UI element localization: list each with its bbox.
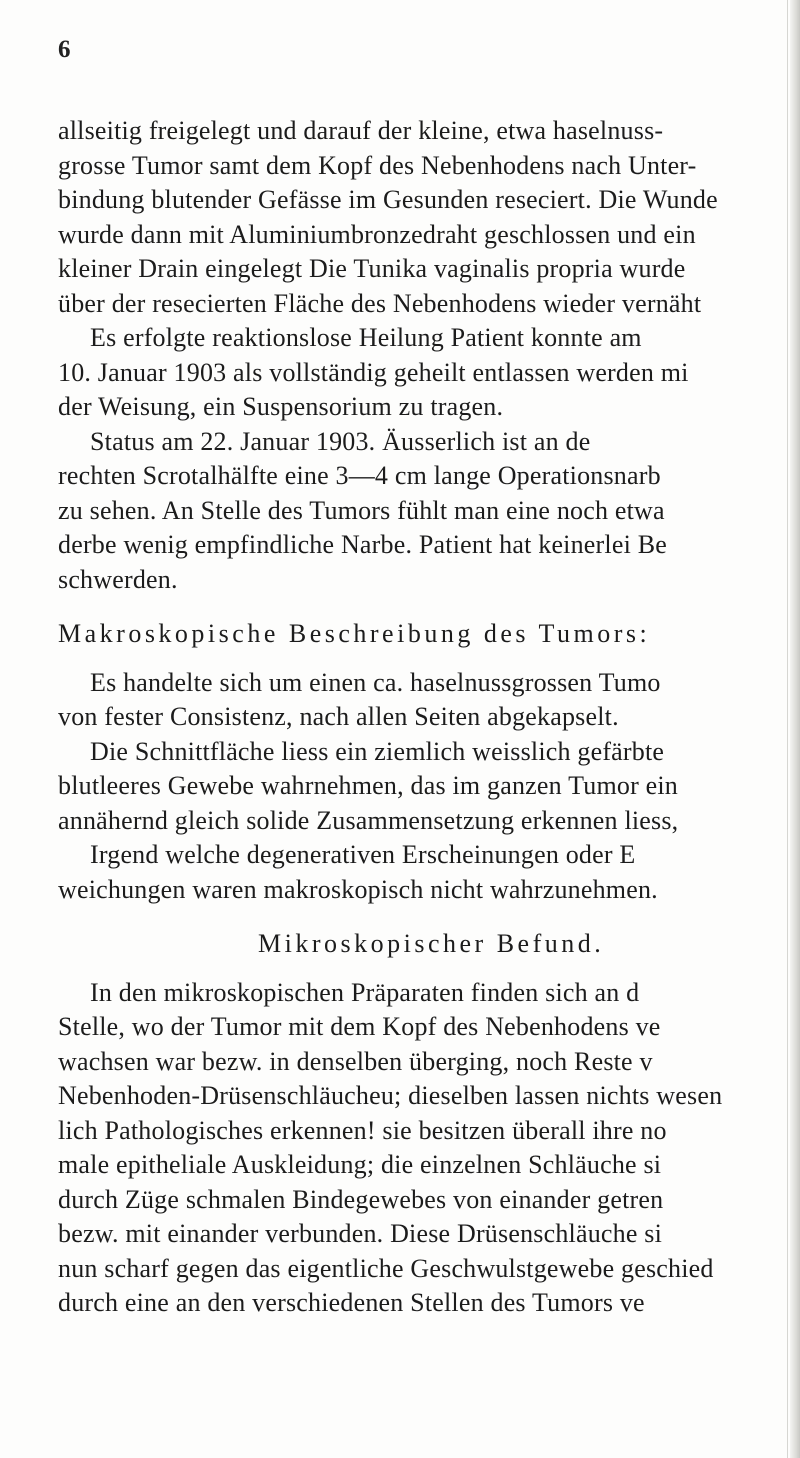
text-line: durch Züge schmalen Bindegewebes von einander getren xyxy=(58,1184,664,1214)
text-line: wachsen war bezw. in denselben überging, noch Reste v xyxy=(58,1046,653,1076)
text-line: weichungen waren makroskopisch nicht wahrzunehmen. xyxy=(58,874,658,904)
section-heading-macroscopic: Makroskopische Beschreibung des Tumors: xyxy=(58,619,651,648)
text-line: schwerden. xyxy=(58,564,178,594)
text-line: Die Schnittfläche liess ein ziemlich weisslich gefärbte xyxy=(90,736,665,766)
text-line: durch eine an den verschiedenen Stellen des Tumors ve xyxy=(58,1288,645,1317)
text-line: rechten Scrotalhälfte eine 3—4 cm lange Operationsnarb xyxy=(58,461,661,490)
text-line: wurde dann mit Aluminiumbronzedraht geschlossen und ein xyxy=(58,219,696,249)
text-line: blutleeres Gewebe wahrnehmen, das im ganzen Tumor ein xyxy=(58,771,678,800)
text-line: 10. Januar 1903 als vollständig geheilt entlassen werden mi xyxy=(58,357,689,387)
text-line: annähernd gleich solide Zusammensetzung erkennen liess, xyxy=(58,805,679,835)
text-line: Stelle, wo der Tumor mit dem Kopf des Nebenhodens ve xyxy=(58,1012,661,1041)
text-line: In den mikroskopischen Präparaten finden sich an d xyxy=(90,977,640,1007)
text-line: Status am 22. Januar 1903. Äusserlich ist an de xyxy=(90,426,591,456)
page-number: 6 xyxy=(58,36,71,63)
section-heading-microscopic: Mikroskopischer Befund. xyxy=(258,929,605,958)
text-line: Irgend welche degenerativen Erscheinungen oder E xyxy=(90,840,636,869)
text-line: grosse Tumor samt dem Kopf des Nebenhodens nach Unter- xyxy=(58,150,697,180)
text-line: Nebenhoden-Drüsenschläucheu; dieselben lassen nichts wesen xyxy=(58,1081,723,1110)
text-line: male epitheliale Auskleidung; die einzelnen Schläuche si xyxy=(58,1150,662,1179)
text-line: kleiner Drain eingelegt Die Tunika vaginalis propria wurde xyxy=(58,254,686,283)
text-line: der Weisung, ein Suspensorium zu tragen. xyxy=(58,392,504,421)
text-line: allseitig freigelegt und darauf der kleine, etwa haselnuss- xyxy=(58,116,664,145)
text-line: zu sehen. An Stelle des Tumors fühlt man eine noch etwa xyxy=(58,495,665,525)
body-text xyxy=(58,114,796,1321)
text-line: über der resecierten Fläche des Nebenhodens wieder vernäht xyxy=(58,288,702,318)
text-line: von fester Consistenz, nach allen Seiten abgekapselt. xyxy=(58,702,619,731)
text-line: nun scharf gegen das eigentliche Geschwulstgewebe geschied xyxy=(58,1253,714,1283)
text-line: derbe wenig empfindliche Narbe. Patient hat keinerlei Be xyxy=(58,530,667,559)
text-line: lich Pathologisches erkennen! sie besitzen überall ihre no xyxy=(58,1115,667,1145)
text-line: bezw. mit einander verbunden. Diese Drüsenschläuche si xyxy=(58,1219,663,1248)
text-line: bindung blutender Gefässe im Gesunden reseciert. Die Wunde xyxy=(58,185,718,214)
text-line: Es erfolgte reaktionslose Heilung Patient konnte am xyxy=(90,323,642,352)
text-line: Es handelte sich um einen ca. haselnussgrossen Tumo xyxy=(90,667,661,697)
